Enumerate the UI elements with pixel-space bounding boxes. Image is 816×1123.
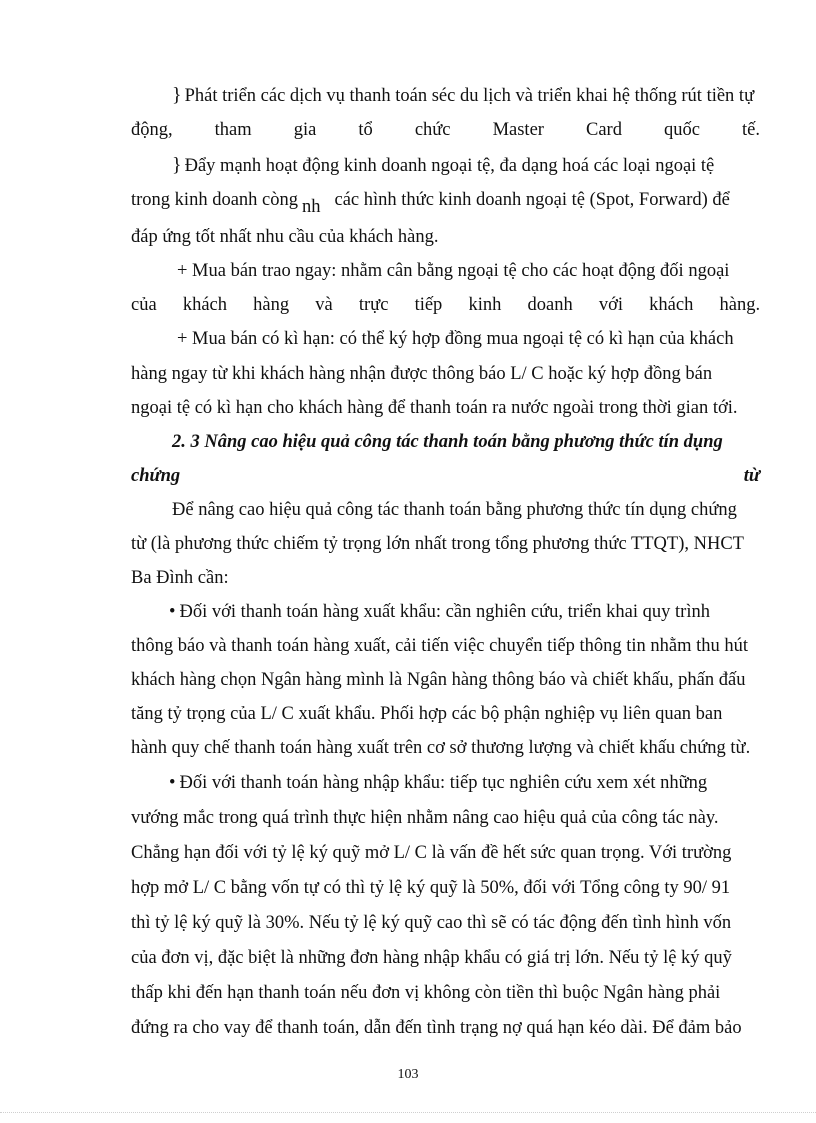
word: và (315, 295, 333, 315)
line-text: thấp khi đến hạn thanh toán nếu đơn vị không còn tiền thì buộc Ngân hàng phải (131, 983, 721, 1003)
bullet-icon: • (169, 602, 176, 622)
line-text: hàng ngay từ khi khách hàng nhận được thông báo L/ C hoặc ký hợp đồng bán (131, 364, 713, 384)
text-line-justified (131, 292, 760, 318)
word: gia (293, 120, 317, 140)
line-text: Đẩy mạnh hoạt động kinh doanh ngoại tệ, đa dạng hoá các loại ngoại tệ (184, 156, 715, 176)
line-text: ngoại tệ có kì hạn cho khách hàng để thanh toán ra nước ngoài trong thời gian tới. (131, 398, 738, 418)
word: hàng (253, 295, 290, 315)
line-text: thì tỷ lệ ký quỹ là 30%. Nếu tỷ lệ ký quỹ cao thì sẽ có tác động đến tình hình vốn (131, 913, 732, 933)
word: kinh (468, 295, 502, 315)
line-text: từ (là phương thức chiếm tỷ trọng lớn nhất trong tổng phương thức TTQT), NHCT (131, 534, 744, 554)
line-text: Để nâng cao hiệu quả công tác thanh toán bằng phương thức tín dụng chứng (172, 500, 737, 520)
word: động, (131, 120, 173, 140)
line-text: đáp ứng tốt nhất nhu cầu của khách hàng. (131, 227, 439, 247)
line-text: Phát triển các dịch vụ thanh toán séc du lịch và triển khai hệ thống rút tiền tự (184, 86, 755, 106)
text-line (131, 361, 760, 387)
line-text: + Mua bán trao ngay: nhằm cân bằng ngoại tệ cho các hoạt động đối ngoại (177, 261, 730, 281)
word: với (598, 295, 624, 315)
word: Card (585, 120, 622, 140)
word: của (131, 295, 157, 315)
text-line (131, 667, 760, 693)
text-line (131, 565, 760, 591)
line-text: đứng ra cho vay để thanh toán, dẫn đến tình trạng nợ quá hạn kéo dài. Để đảm bảo (131, 1018, 742, 1038)
text-line (131, 875, 760, 901)
section-heading-continuation (131, 463, 760, 489)
text-line (131, 1015, 760, 1041)
word: khách (649, 295, 694, 315)
line-text: hợp mở L/ C bằng vốn tự có thì tỷ lệ ký quỹ là 50%, đối với Tổng công ty 90/ 91 (131, 878, 731, 898)
text-line (131, 187, 760, 217)
line-text: tăng tỷ trọng của L/ C xuất khẩu. Phối hợp các bộ phận nghiệp vụ liên quan ban (131, 704, 723, 724)
text-line (131, 395, 760, 421)
word: tế. (742, 120, 760, 140)
word: trực (358, 295, 389, 315)
text-line (131, 980, 760, 1006)
text-line (172, 497, 760, 523)
text-line (131, 840, 760, 866)
section-heading (172, 429, 760, 455)
word: Master (492, 120, 544, 140)
line-text: hành quy chế thanh toán hàng xuất trên cơ sở thương lượng và chiết khấu chứng từ. (131, 738, 751, 758)
text-line (131, 531, 760, 557)
bullet-line (169, 599, 760, 625)
line-text: các hình thức kinh doanh ngoại tệ (Spot, Forward) để (334, 190, 730, 210)
word: quốc (664, 120, 700, 140)
line-text: khách hàng chọn Ngân hàng mình là Ngân hàng thông báo và chiết khấu, phấn đấu (131, 670, 746, 690)
text-line (172, 82, 760, 109)
text-line (131, 224, 760, 250)
bullet-line (169, 770, 760, 796)
word: doanh (527, 295, 573, 315)
line-text: thông báo và thanh toán hàng xuất, cải tiến việc chuyển tiếp thông tin nhằm thu hút (131, 636, 749, 656)
heading-text: chứng (131, 466, 181, 486)
line-text: Đối với thanh toán hàng nhập khẩu: tiếp tục nghiên cứu xem xét những (179, 773, 708, 793)
word: khách (182, 295, 228, 315)
page-number: 103 (397, 1067, 419, 1082)
text-line (177, 258, 760, 284)
word: chức (414, 120, 451, 140)
text-line-justified (131, 117, 760, 143)
brace-marker: } (172, 154, 182, 176)
line-text: của đơn vị, đặc biệt là những đơn hàng nhập khẩu có giá trị lớn. Nếu tỷ lệ ký quỹ (131, 948, 732, 968)
line-text: vướng mắc trong quá trình thực hiện nhằm nâng cao hiệu quả của công tác này. (131, 808, 719, 828)
word: hàng. (719, 295, 761, 315)
line-text: trong kinh doanh còng (131, 190, 298, 210)
text-line (172, 152, 760, 179)
text-line (131, 633, 760, 659)
text-line (131, 735, 760, 761)
text-line (131, 701, 760, 727)
heading-text: 2. 3 Nâng cao hiệu quả công tác thanh toán bằng phương thức tín dụng (172, 432, 723, 452)
line-text: Chẳng hạn đối với tỷ lệ ký quỹ mở L/ C là vấn đề hết sức quan trọng. Với trường (131, 843, 732, 863)
text-line (131, 805, 760, 831)
heading-text: từ (743, 466, 760, 486)
line-text: + Mua bán có kì hạn: có thể ký hợp đồng mua ngoại tệ có kì hạn của khách (177, 329, 734, 349)
line-text: Đối với thanh toán hàng xuất khẩu: cần nghiên cứu, triển khai quy trình (179, 602, 710, 622)
bullet-icon: • (169, 773, 176, 793)
word: tiếp (414, 295, 443, 315)
word: tổ (358, 120, 373, 140)
text-line (131, 910, 760, 936)
stray-text: nh (302, 197, 321, 217)
word: tham (214, 120, 252, 140)
text-line (177, 326, 760, 352)
line-text: Ba Đình cần: (131, 568, 229, 588)
page-bottom-divider (0, 1112, 816, 1113)
brace-marker: } (172, 84, 182, 106)
text-line (131, 945, 760, 971)
